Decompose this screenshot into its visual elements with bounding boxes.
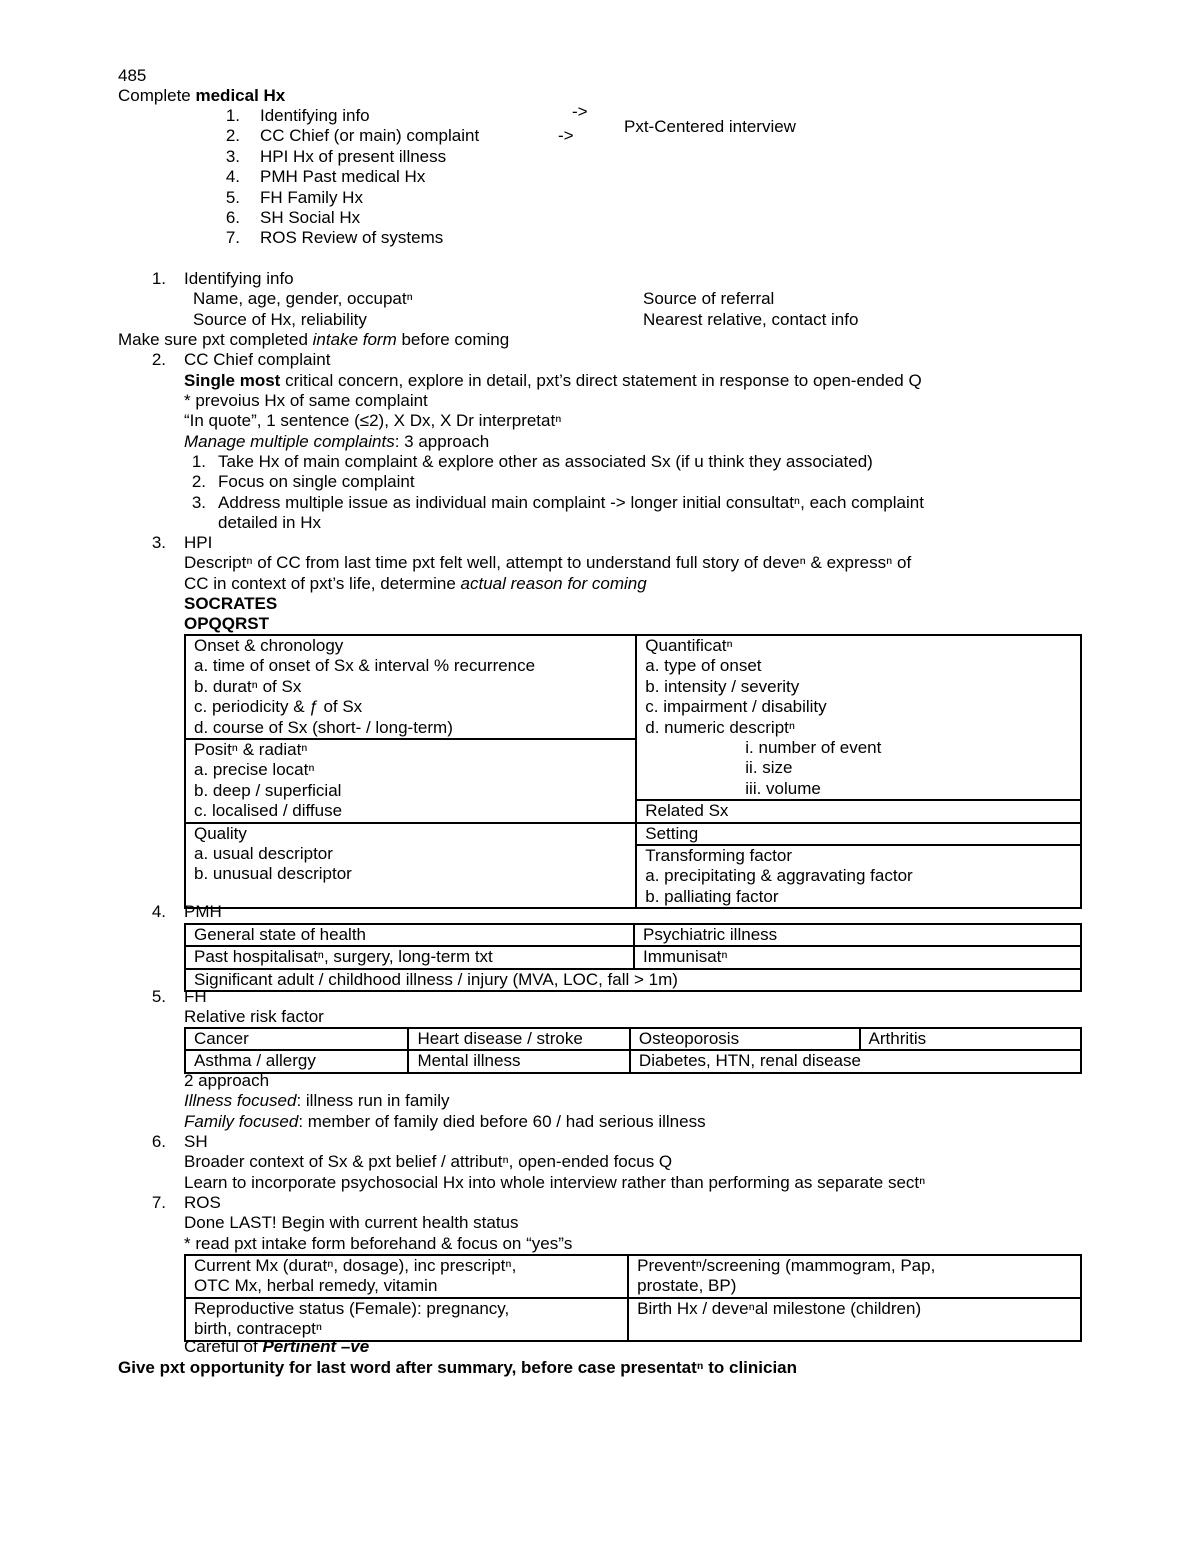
section-number: 2. [151, 350, 166, 369]
text-line: “In quote”, 1 sentence (≤2), X Dx, X Dr interpretatⁿ [184, 411, 562, 430]
fh-cell: Diabetes, HTN, renal disease [630, 1050, 1081, 1072]
pxt-centered-label: Pxt-Centered interview [624, 117, 796, 136]
fh-cell: Mental illness [408, 1050, 629, 1072]
pmh-cell: General state of health [185, 924, 634, 946]
section-heading: FH [184, 987, 207, 1006]
fh-cell: Osteoporosis [630, 1028, 860, 1050]
text-line: Make sure pxt completed intake form before coming [118, 330, 510, 349]
hpi-table [184, 634, 1082, 909]
list-number: 6. [225, 208, 240, 227]
cell-line: a. precise locatⁿ [194, 760, 315, 780]
text-line: * read pxt intake form beforehand & focus on “yes”s [184, 1234, 573, 1253]
cell-line: i. number of event [745, 738, 882, 758]
cell-line: a. time of onset of Sx & interval % recurrence [194, 656, 536, 676]
cell-line: ii. size [745, 758, 793, 778]
list-item: ROS Review of systems [260, 228, 444, 248]
cell-line: c. impairment / disability [645, 697, 827, 717]
section-heading: PMH [184, 902, 222, 921]
section-heading: Identifying info [184, 269, 294, 288]
list-number: 1. [225, 106, 240, 125]
ros-cell: Preventⁿ/screening (mammogram, Pap, prostate, BP) [628, 1255, 1081, 1298]
cell-line: iii. volume [745, 778, 821, 798]
pmh-cell: Significant adult / childhood illness / injury (MVA, LOC, fall > 1m) [185, 969, 1081, 991]
cell-line: b. unusual descriptor [194, 864, 352, 884]
list-item: SH Social Hx [260, 208, 361, 227]
text-line: 2 approach [184, 1071, 270, 1090]
cell-line: b. intensity / severity [645, 676, 800, 696]
cell-line: a. usual descriptor [194, 844, 333, 864]
fh-cell: Asthma / allergy [185, 1050, 408, 1072]
list-item: CC Chief (or main) complaint [260, 126, 480, 146]
quantification-cell [636, 635, 1081, 800]
cell-line: Onset & chronology [194, 636, 344, 655]
text-line: Family focused: member of family died before 60 / had serious illness [184, 1112, 706, 1131]
list-number: 2. [191, 472, 206, 492]
page-title: Complete medical Hx [118, 86, 286, 105]
text-line: Source of referral [643, 289, 775, 308]
arrow-icon: -> [572, 102, 588, 121]
cell-line: a. type of onset [645, 656, 762, 676]
ros-cell: Reproductive status (Female): pregnancy, birth, contraceptⁿ [185, 1298, 628, 1341]
transforming-cell [636, 845, 1081, 908]
list-number: 2. [225, 126, 240, 146]
ros-cell: Current Mx (duratⁿ, dosage), inc prescriptⁿ, OTC Mx, herbal remedy, vitamin [185, 1255, 628, 1298]
list-item: Focus on single complaint [218, 472, 415, 492]
fh-cell: Heart disease / stroke [408, 1028, 629, 1050]
mnemonic-socrates: SOCRATES [184, 594, 278, 613]
section-number: 3. [151, 533, 166, 552]
section-heading: CC Chief complaint [184, 350, 331, 369]
text-line: Single most critical concern, explore in detail, pxt’s direct statement in response to open-ended Q [184, 371, 922, 390]
list-number: 7. [225, 228, 240, 248]
list-number: 4. [225, 167, 240, 187]
pmh-cell: Immunisatⁿ [634, 946, 1081, 968]
list-item: HPI Hx of present illness [260, 146, 447, 166]
cell-line: d. numeric descriptⁿ [645, 717, 796, 737]
cell-line: a. precipitating & aggravating factor [645, 866, 913, 886]
text-line: detailed in Hx [218, 513, 322, 532]
cell-line: c. localised / diffuse [194, 801, 343, 821]
setting-cell: Setting [636, 823, 1081, 845]
text-line: Broader context of Sx & pxt belief / attributⁿ, open-ended focus Q [184, 1152, 673, 1171]
section-number: 1. [151, 269, 166, 288]
text-line: Descriptⁿ of CC from last time pxt felt well, attempt to understand full story of deveⁿ & expressⁿ of [184, 553, 912, 572]
quality-cell [185, 823, 636, 909]
list-item: Identifying info [260, 106, 370, 125]
list-number: 3. [225, 146, 240, 166]
arrow-icon: -> [558, 126, 574, 146]
section-number: 6. [151, 1132, 166, 1151]
pmh-table [184, 923, 1082, 992]
section-heading: ROS [184, 1193, 221, 1212]
pmh-cell: Past hospitalisatⁿ, surgery, long-term txt [185, 946, 634, 968]
related-sx-cell: Related Sx [636, 800, 1081, 822]
section-number: 7. [151, 1193, 166, 1212]
list-item: Take Hx of main complaint & explore other as associated Sx (if u think they associated) [218, 452, 873, 471]
text-line: Illness focused: illness run in family [184, 1091, 450, 1110]
text-line: CC in context of pxt’s life, determine actual reason for coming [184, 574, 647, 593]
list-number: 5. [225, 187, 240, 207]
cell-line: b. duratⁿ of Sx [194, 676, 302, 696]
list-number: 3. [191, 492, 206, 512]
cell-line: Transforming factor [645, 846, 793, 866]
list-item: PMH Past medical Hx [260, 167, 426, 187]
section-number: 5. [151, 987, 166, 1006]
cell-line: b. deep / superficial [194, 780, 342, 800]
list-item: Address multiple issue as individual main complaint -> longer initial consultatⁿ, each complaint [218, 492, 924, 512]
ros-cell: Birth Hx / deveⁿal milestone (children) [628, 1298, 1081, 1341]
text-line: Careful of Pertinent –ve [184, 1337, 370, 1356]
cell-line: Quality [194, 823, 247, 843]
cell-line: Positⁿ & radiatⁿ [194, 740, 308, 760]
cell-line: c. periodicity & ƒ of Sx [194, 697, 363, 717]
fh-cell: Cancer [185, 1028, 408, 1050]
ros-table [184, 1254, 1082, 1342]
final-note: Give pxt opportunity for last word after summary, before case presentatⁿ to clinician [118, 1358, 798, 1377]
cell-line: Quantificatⁿ [645, 636, 733, 655]
text-line: Done LAST! Begin with current health status [184, 1213, 519, 1232]
list-number: 1. [191, 452, 206, 471]
list-item: FH Family Hx [260, 187, 363, 207]
text-line: Name, age, gender, occupatⁿ [193, 289, 413, 308]
onset-cell [185, 635, 636, 739]
pmh-cell: Psychiatric illness [634, 924, 1081, 946]
cell-line: b. palliating factor [645, 886, 779, 906]
text-line: Learn to incorporate psychosocial Hx into whole interview rather than performing as separate sectⁿ [184, 1173, 926, 1192]
section-number: 4. [151, 902, 166, 921]
section-heading: SH [184, 1132, 208, 1151]
section-heading: HPI [184, 533, 213, 552]
text-line: Source of Hx, reliability [193, 310, 367, 329]
text-line: * prevoius Hx of same complaint [184, 391, 428, 410]
position-cell [185, 739, 636, 823]
mnemonic-opqqrst: OPQQRST [184, 614, 270, 633]
fh-table [184, 1027, 1082, 1074]
text-line: Relative risk factor [184, 1007, 324, 1026]
fh-cell: Arthritis [860, 1028, 1081, 1050]
text-line: Nearest relative, contact info [643, 310, 859, 329]
text-line: Manage multiple complaints: 3 approach [184, 432, 490, 451]
page-number: 485 [118, 66, 147, 85]
cell-line: d. course of Sx (short- / long-term) [194, 717, 453, 737]
